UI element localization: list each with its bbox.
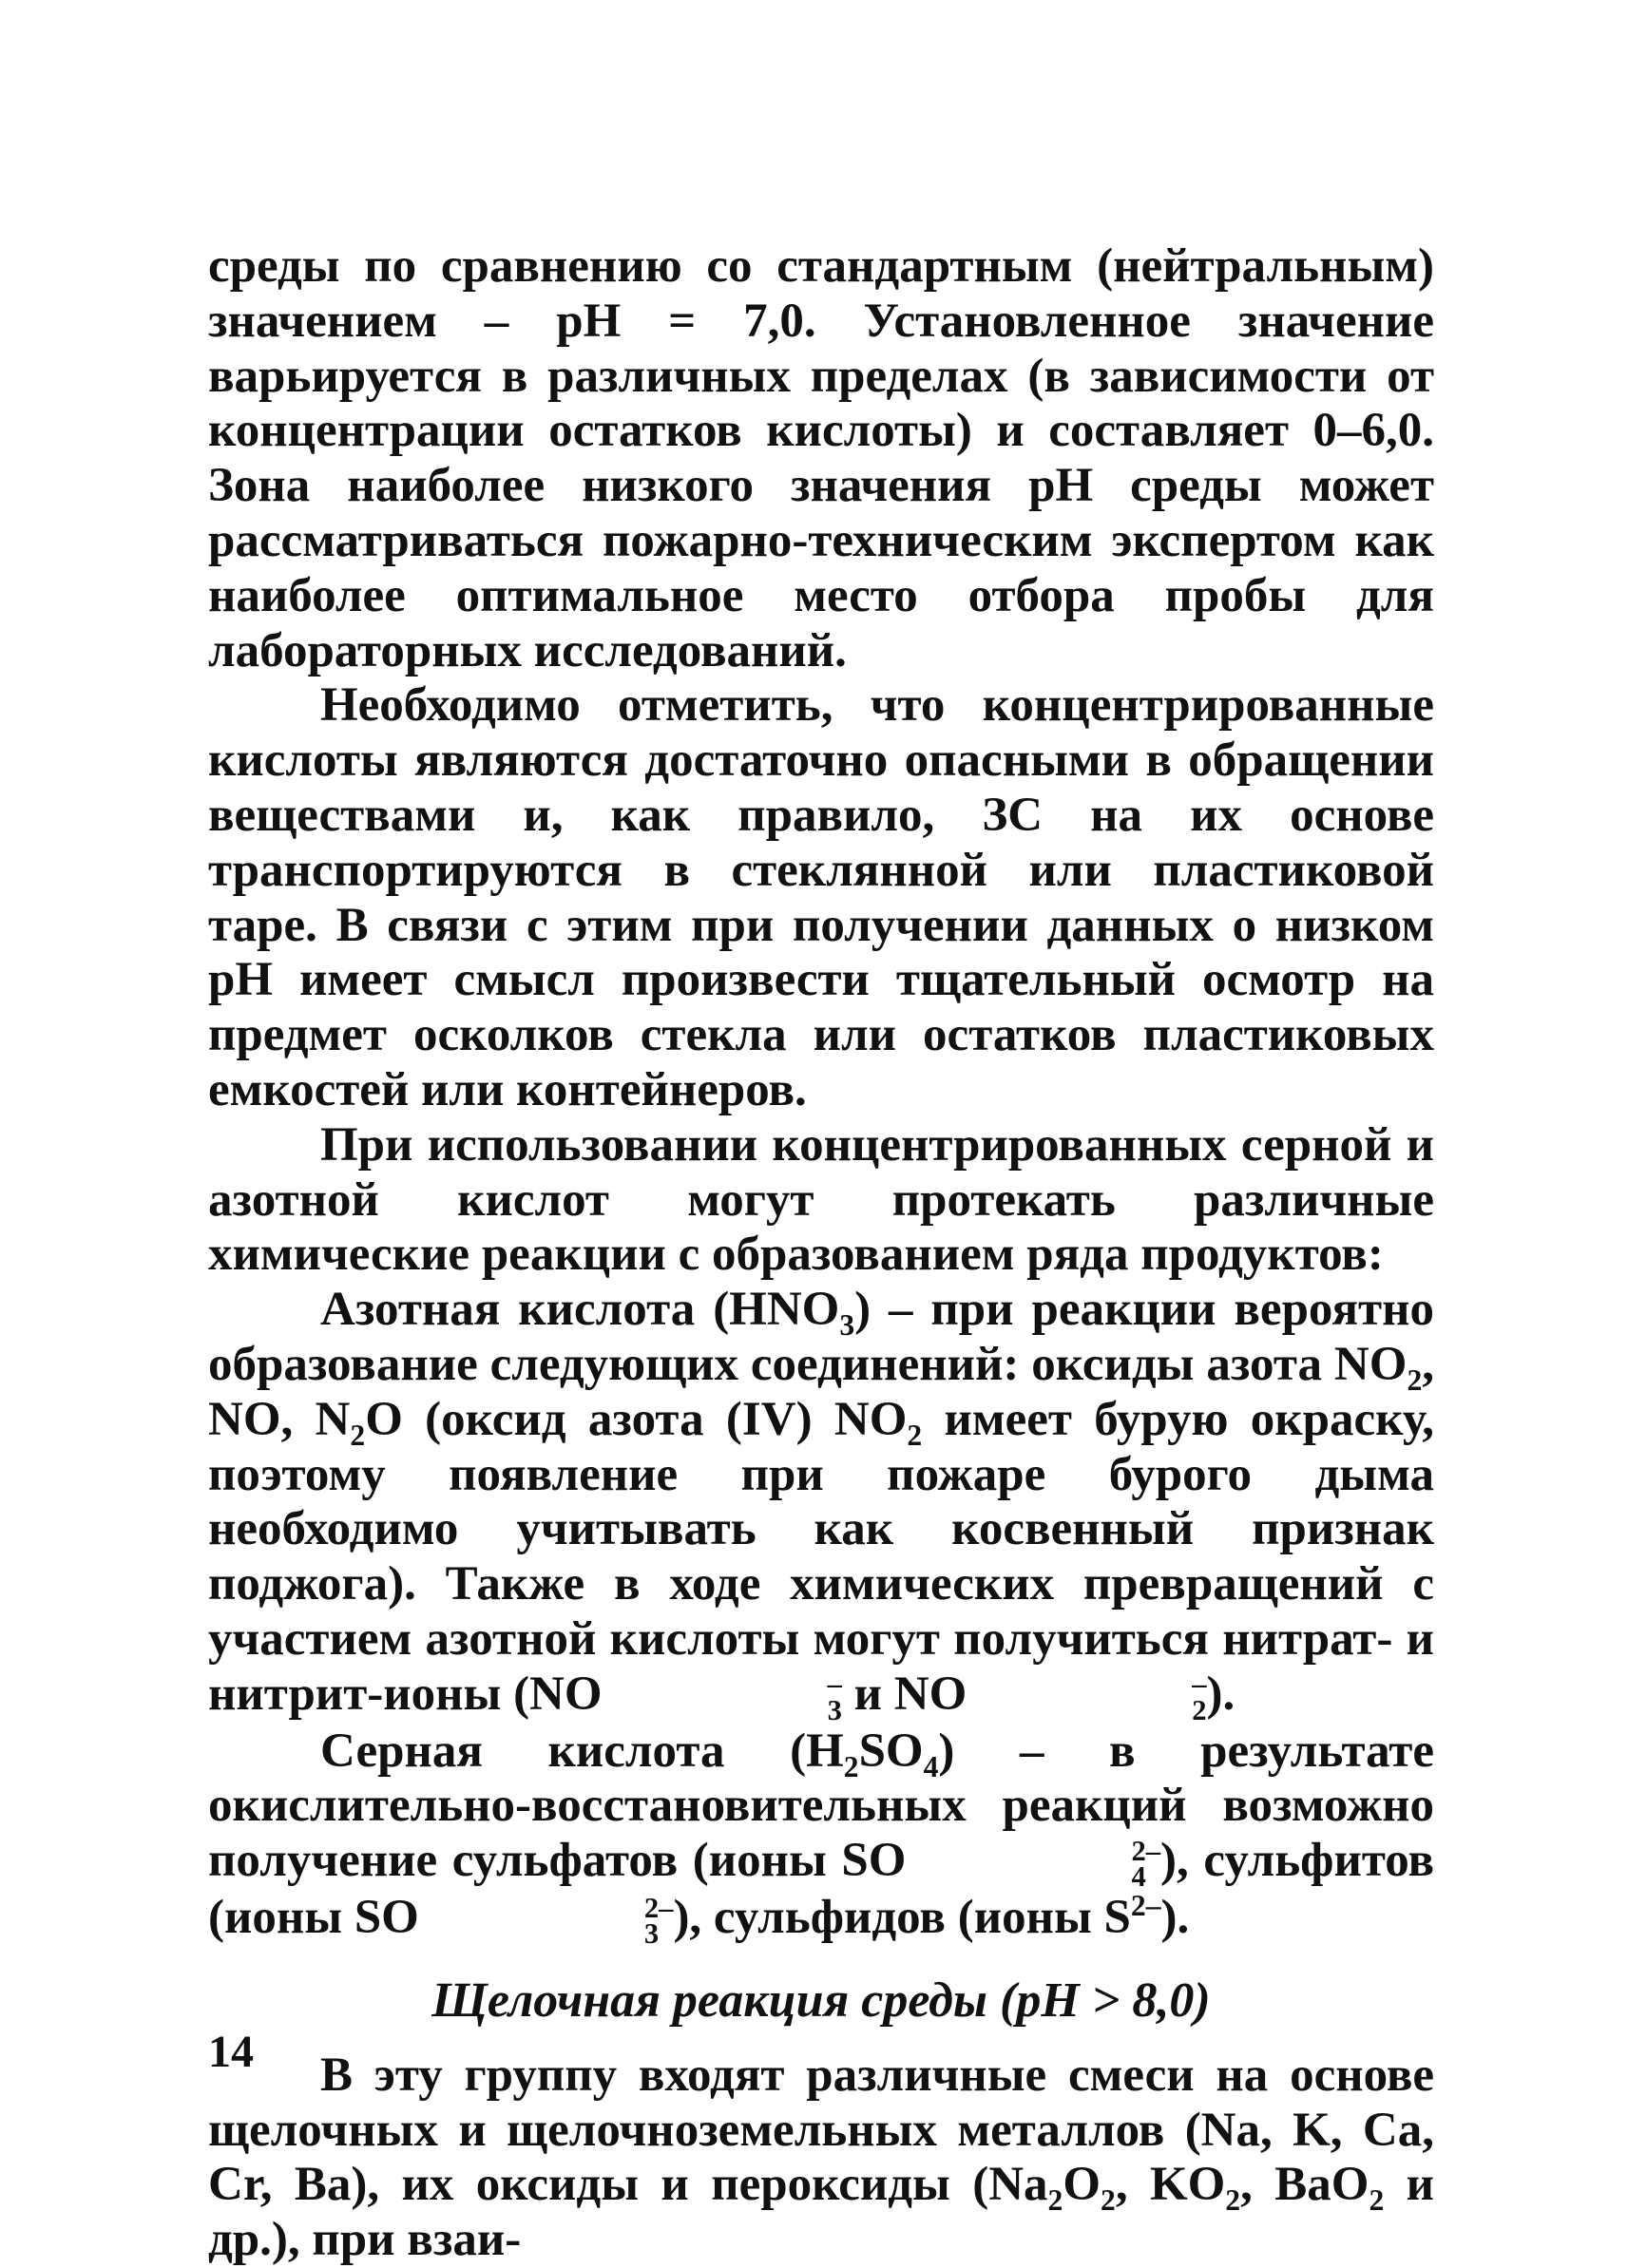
paragraph-reactions-intro: При использовании концентрированных серной и азотной кислот могут протекать различные химические реакции с образованием ряда продуктов: [208, 1117, 1434, 1282]
section-heading: Щелочная реакция среды (pH > 8,0) [431, 1973, 1211, 2028]
paragraph-ph-zone: среды по сравнению со стандартным (нейтральным) значением – pH = 7,0. Установленное значение варьируется в различных пределах (в зависимости от концентрации остатков кислоты) и составляет 0–6,0. Зона наиболее низкого значения pH среды может рассматриваться пожарно-техническим экспертом как наиболее оптимальное место отбора пробы для лабораторных исследований. [208, 239, 1434, 677]
nitrite-ion: – 2 [1192, 1668, 1207, 1727]
paragraph-nitric-acid: Азотная кислота $(HNO_3)$ – при реакции вероятно образование следующих соединений: оксиды азота $NO_2$, NO, $N_2O$ (оксид азота (IV) $NO_2$ имеет бурую окраску, поэтому появление при пожаре бурого дыма необходимо учитывать как косвенный признак поджога). Также в ходе химических превращений с участием азотной кислоты могут получиться нитрат- и нитрит-ионы (NO – 3 и NO – 2 ). [208, 1283, 1434, 1727]
page-body [208, 239, 1434, 2268]
sulfate-ion: 2– 4 [1131, 1834, 1161, 1894]
paragraph-sulfuric-acid: Серная кислота $(H_2SO_4)$ – в результате окислительно-восстановительных реакций возможно получение сульфатов (ионы SO 2– 4 ), сульфитов (ионы SO 2– 3 ), сульфидов (ионы $S^{2-}$). [208, 1724, 1434, 1951]
paragraph-alkaline: В эту группу входят различные смеси на основе щелочных и щелочноземельных металлов (Na, K, Ca, Cr, Ba), их оксиды и пероксиды ($Na_2O_2$, $KO_2$, BaO$_2$ и др.), при взаи- [208, 2048, 1435, 2267]
paragraph-acid-hazard: Необходимо отметить, что концентрированные кислоты являются достаточно опасными в обращении веществами и, как правило, ЗС на их основе транспортируются в стеклянной или пластиковой таре. В связи с этим при получении данных о низком pH имеет смысл произвести тщательный осмотр на предмет осколков стекла или остатков пластиковых емкостей или контейнеров. [208, 678, 1434, 1116]
sulfite-ion: 2– 3 [643, 1891, 674, 1951]
sulfide-charge: 2– [1130, 1888, 1161, 1922]
nitrate-ion: – 3 [827, 1668, 842, 1727]
page-number: 14 [208, 2027, 254, 2077]
